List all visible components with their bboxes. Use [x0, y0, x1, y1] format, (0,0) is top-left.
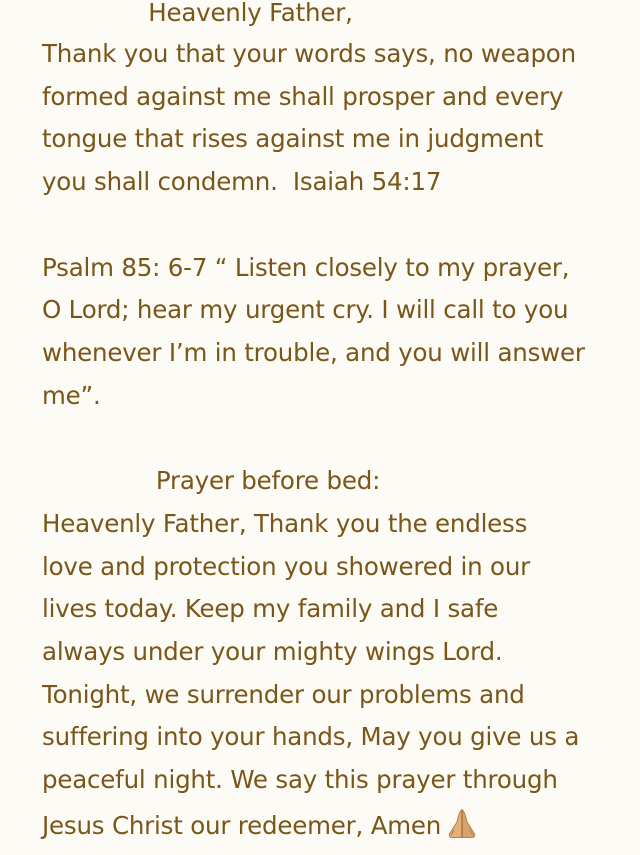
section-heading: Prayer before bed:	[42, 466, 381, 495]
prayer-closing-text: Jesus Christ our redeemer, Amen	[42, 811, 442, 840]
prayer-closing-line	[42, 808, 479, 838]
verse-line: Thank you that your words says, no weapon	[42, 39, 576, 68]
prayer-line: peaceful night. We say this prayer through	[42, 765, 558, 794]
prayer-line: lives today. Keep my family and I safe	[42, 594, 499, 623]
prayer-line: love and protection you showered in our	[42, 552, 531, 581]
prayer-line: always under your mighty wings Lord.	[42, 637, 503, 666]
prayer-greeting: Heavenly Father,	[42, 0, 353, 27]
prayer-line: Tonight, we surrender our problems and	[42, 680, 525, 709]
praying-hands-icon	[445, 808, 479, 840]
psalm-line: me”.	[42, 381, 101, 410]
psalm-line: O Lord; hear my urgent cry. I will call to you	[42, 295, 569, 324]
verse-line: tongue that rises against me in judgment	[42, 124, 544, 153]
verse-line: you shall condemn. Isaiah 54:17	[42, 167, 442, 196]
prayer-line: Heavenly Father, Thank you the endless	[42, 509, 528, 538]
psalm-line: whenever I’m in trouble, and you will answer	[42, 338, 585, 367]
prayer-line: suffering into your hands, May you give us a	[42, 722, 580, 751]
psalm-line: Psalm 85: 6-7 “ Listen closely to my prayer,	[42, 253, 570, 282]
verse-line: formed against me shall prosper and every	[42, 82, 564, 111]
